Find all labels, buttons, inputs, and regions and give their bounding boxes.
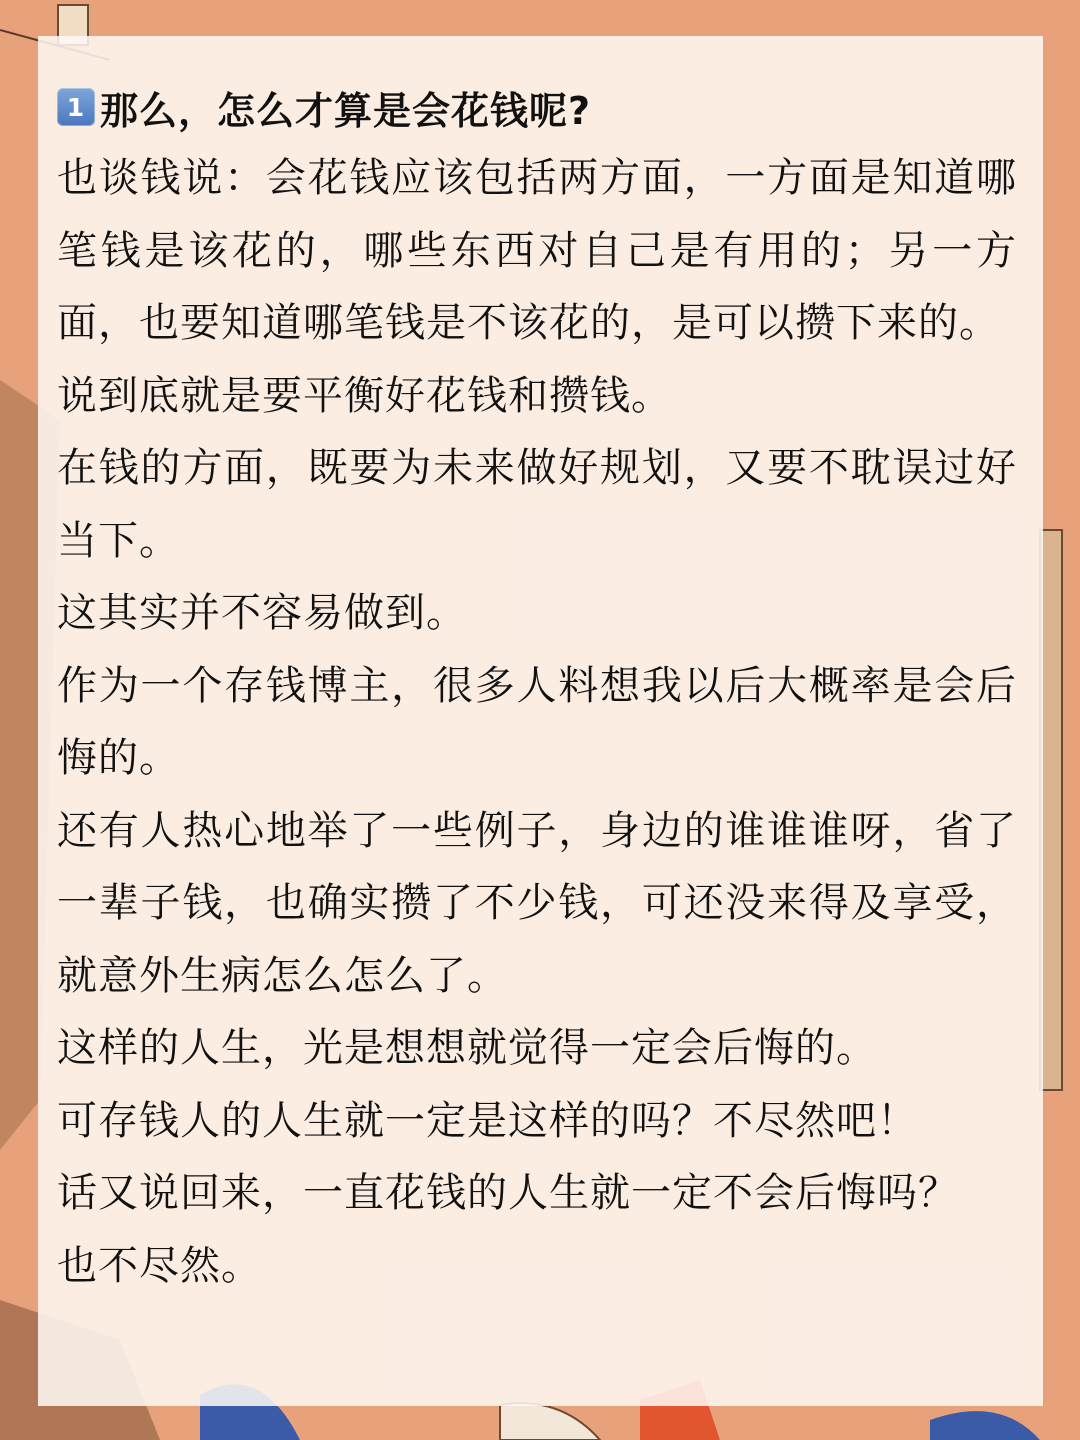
paragraph: 作为一个存钱博主，很多人料想我以后大概率是会后悔的。: [57, 662, 1017, 781]
paragraph: 还有人热心地举了一些例子，身边的谁谁谁呀，省了一辈子钱，也确实攒了不少钱，可还没来得及享受，就意外生病怎么怎么了。: [57, 807, 1017, 999]
paragraph: 话又说回来，一直花钱的人生就一定不会后悔吗？: [57, 1170, 959, 1216]
section-heading: [57, 72, 1017, 142]
paragraph: 在钱的方面，既要为未来做好规划，又要不耽误过好当下。: [57, 445, 1017, 564]
paragraph: 说到底就是要平衡好花钱和攒钱。: [57, 372, 672, 419]
article-body: [57, 72, 1017, 1302]
paragraph: 这其实并不容易做到。: [57, 590, 467, 636]
section-heading-text: 那么，怎么才算是会花钱呢?: [100, 88, 592, 133]
paragraph: 可存钱人的人生就一定是这样的吗？不尽然吧！: [57, 1097, 918, 1144]
paragraph: 这样的人生，光是想想就觉得一定会后悔的。: [57, 1025, 877, 1071]
keycap-number-one-icon: 1: [57, 88, 95, 126]
paragraph: 也谈钱说：会花钱应该包括两方面，一方面是知道哪笔钱是该花的，哪些东西对自己是有用的；另一方面，也要知道哪笔钱是不该花的，是可以攒下来的。: [57, 155, 1017, 346]
paragraph: 也不尽然。: [57, 1242, 262, 1289]
